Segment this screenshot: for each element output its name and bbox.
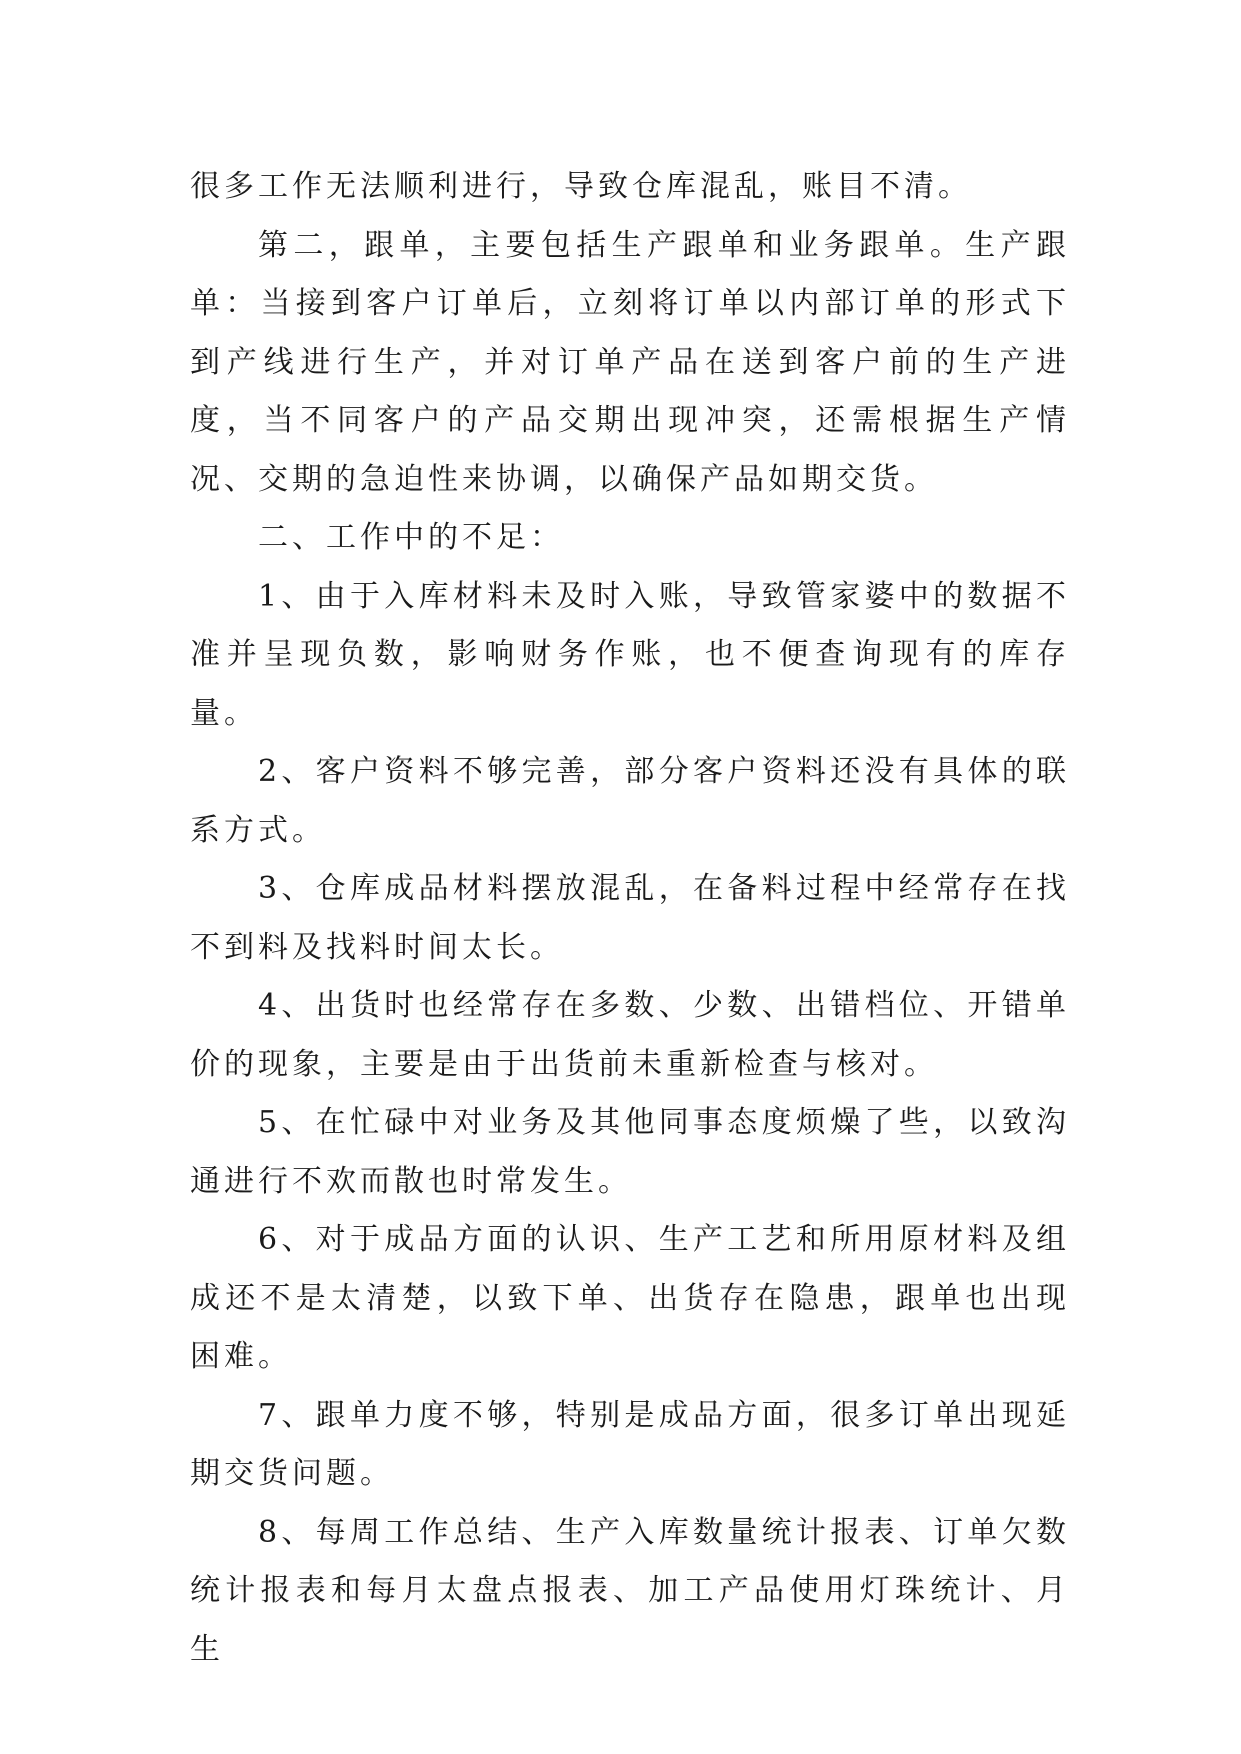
list-item: 5、在忙碌中对业务及其他同事态度烦燥了些，以致沟通进行不欢而散也时常发生。 (190, 1105, 1070, 1199)
list-item: 8、每周工作总结、生产入库数量统计报表、订单欠数统计报表和每月太盘点报表、加工产品使用灯珠统计、月生 (190, 1514, 1070, 1667)
list-item: 3、仓库成品材料摆放混乱，在备料过程中经常存在找不到料及找料时间太长。 (190, 871, 1070, 965)
paragraph: 第二，跟单，主要包括生产跟单和业务跟单。生产跟单：当接到客户订单后，立刻将订单以内部订单的形式下到产线进行生产，并对订单产品在送到客户前的生产进度，当不同客户的产品交期出现冲突，还需根据生产情况、交期的急迫性来协调，以确保产品如期交货。 (190, 227, 1070, 497)
section-heading: 二、工作中的不足： (258, 520, 564, 555)
list-item: 7、跟单力度不够，特别是成品方面，很多订单出现延期交货问题。 (190, 1397, 1070, 1491)
list-item: 2、客户资料不够完善，部分客户资料还没有具体的联系方式。 (190, 754, 1070, 848)
paragraph: 很多工作无法顺利进行，导致仓库混乱，账目不清。 (190, 169, 972, 204)
document-body (190, 158, 1070, 1679)
list-item: 4、出货时也经常存在多数、少数、出错档位、开错单价的现象，主要是由于出货前未重新检查与核对。 (190, 988, 1070, 1082)
list-item: 1、由于入库材料未及时入账，导致管家婆中的数据不准并呈现负数，影响财务作账，也不便查询现有的库存量。 (190, 578, 1070, 731)
list-item: 6、对于成品方面的认识、生产工艺和所用原材料及组成还不是太清楚，以致下单、出货存在隐患，跟单也出现困难。 (190, 1222, 1070, 1374)
